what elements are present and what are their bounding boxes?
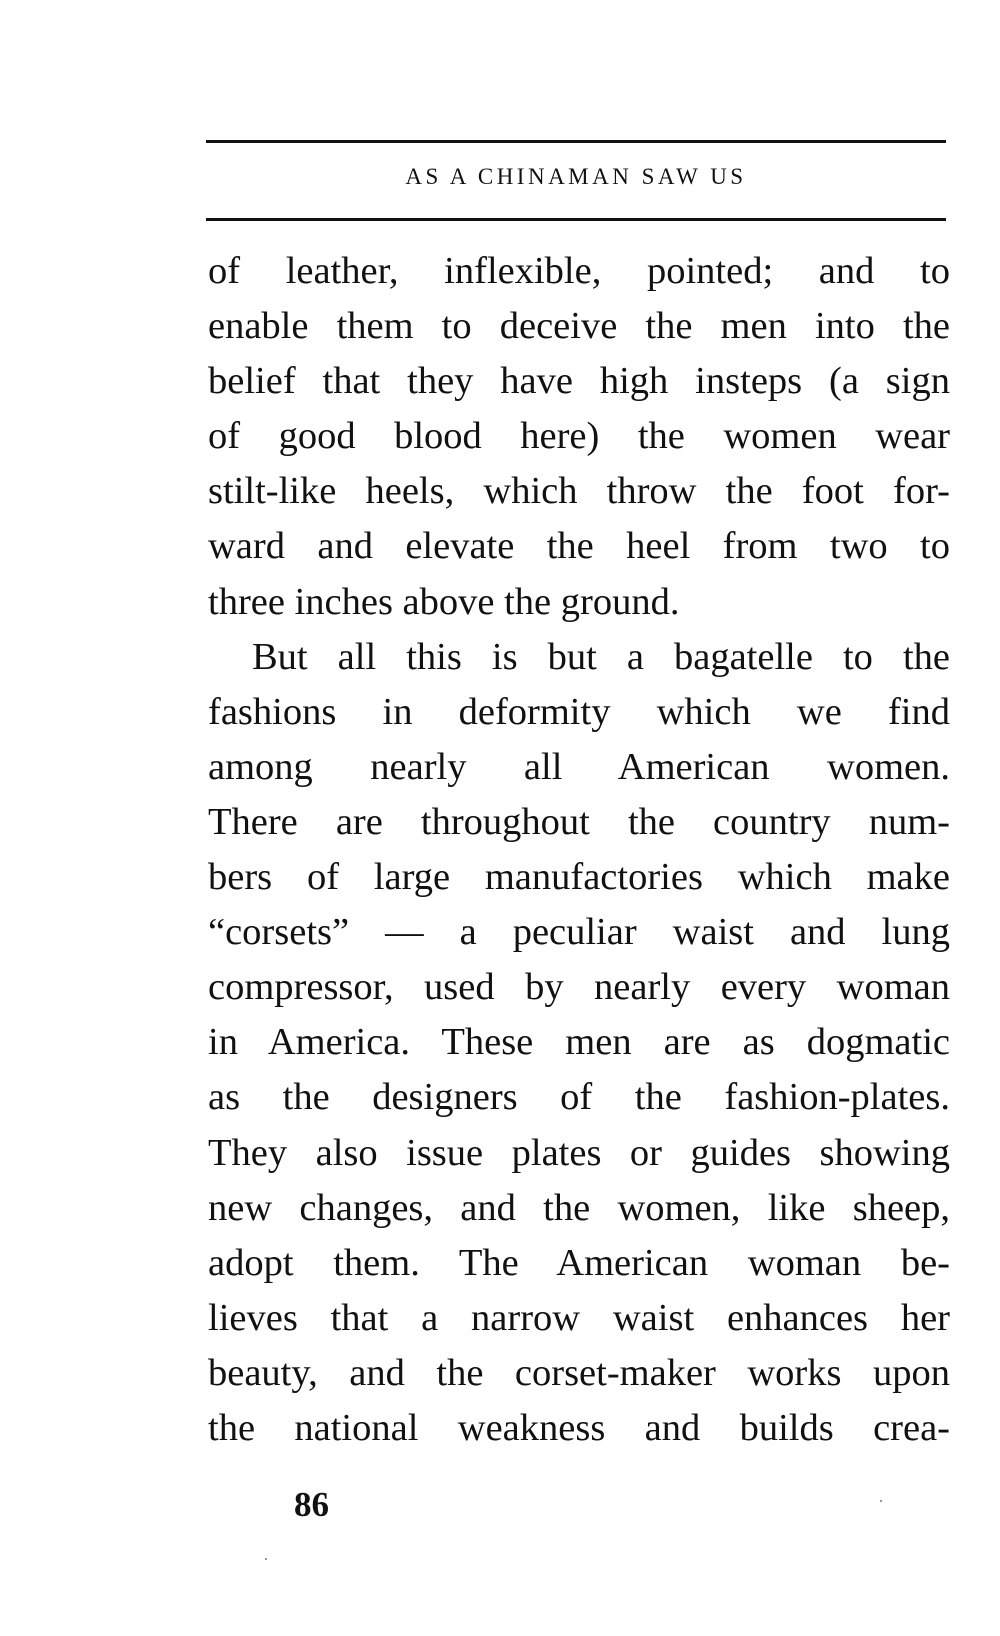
paragraph-start-line: But all this is but a bagatelle to the xyxy=(252,635,950,678)
print-speck xyxy=(880,1500,882,1502)
header-top-rule xyxy=(206,140,946,143)
text-line: compressor, used by nearly every woman xyxy=(208,966,950,1009)
text-line: of good blood here) the women wear xyxy=(208,415,950,458)
text-line: ward and elevate the heel from two to xyxy=(208,525,950,568)
body-text xyxy=(208,244,950,1456)
text-line: in America. These men are as dogmatic xyxy=(208,1021,950,1064)
text-line: belief that they have high insteps (a sign xyxy=(208,360,950,403)
text-line: lieves that a narrow waist enhances her xyxy=(208,1296,950,1339)
text-line: new changes, and the women, like sheep, xyxy=(208,1186,950,1229)
print-speck xyxy=(265,1558,267,1560)
text-line: the national weakness and builds crea- xyxy=(208,1406,950,1449)
text-line: as the designers of the fashion-plates. xyxy=(208,1076,950,1119)
text-line: adopt them. The American woman be- xyxy=(208,1241,950,1284)
text-line: enable them to deceive the men into the xyxy=(208,305,950,348)
text-line: They also issue plates or guides showing xyxy=(208,1131,950,1174)
text-line: “corsets” — a peculiar waist and lung xyxy=(208,911,950,954)
running-head: AS A CHINAMAN SAW US xyxy=(405,164,747,189)
paragraph-end-line: three inches above the ground. xyxy=(208,580,680,623)
text-line: stilt-like heels, which throw the foot for- xyxy=(208,470,950,513)
text-line: of leather, inflexible, pointed; and to xyxy=(208,250,950,292)
text-line: beauty, and the corset-maker works upon xyxy=(208,1351,950,1394)
text-line: bers of large manufactories which make xyxy=(208,856,950,899)
text-line: fashions in deformity which we find xyxy=(208,690,950,733)
text-line: among nearly all American women. xyxy=(208,745,950,788)
text-line: There are throughout the country num- xyxy=(208,800,950,843)
page-number: 86 xyxy=(294,1485,329,1524)
header-bottom-rule xyxy=(206,218,946,221)
